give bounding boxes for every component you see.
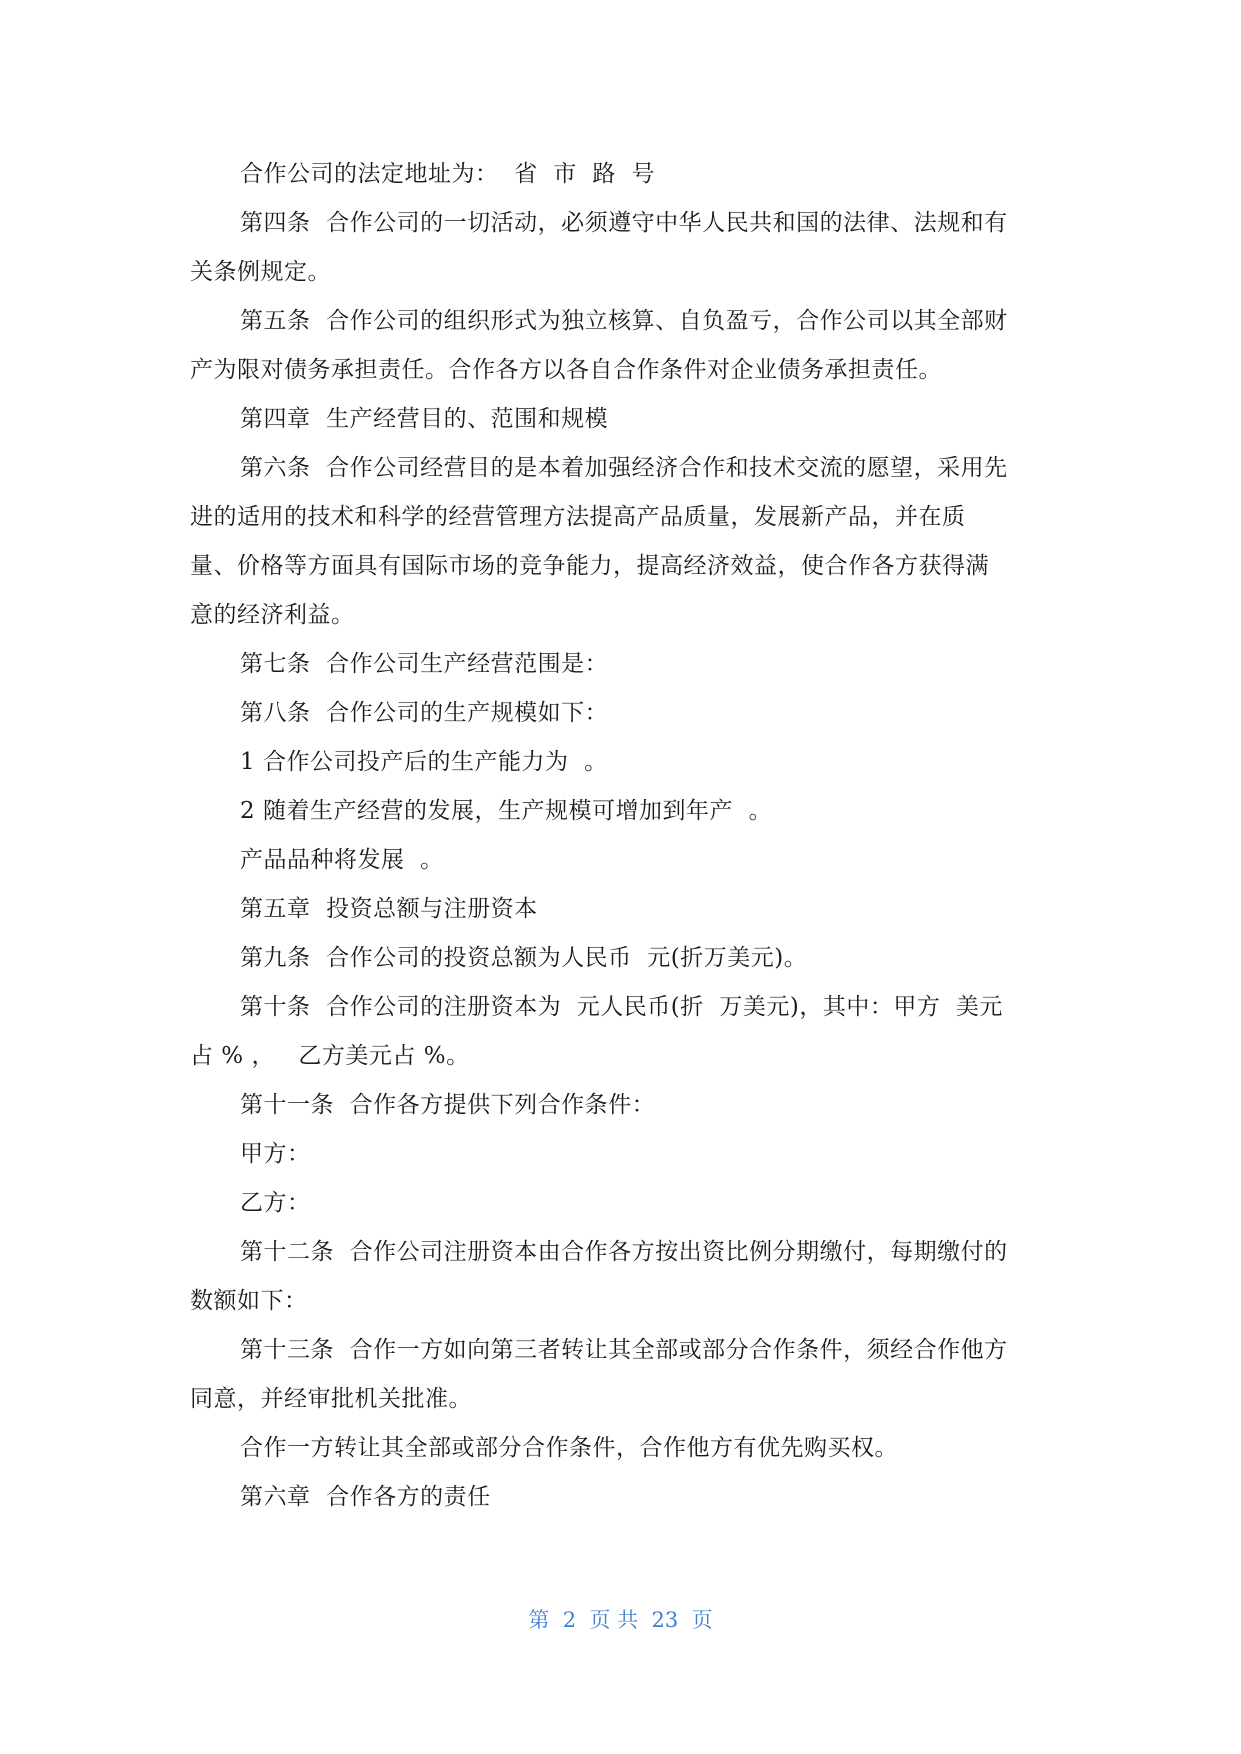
text-line: 第十二条 合作公司注册资本由合作各方按出资比例分期缴付，每期缴付的 — [240, 1239, 1008, 1265]
text-line: 第十一条 合作各方提供下列合作条件： — [240, 1092, 656, 1118]
text-line: 乙方： — [240, 1190, 311, 1216]
text-line: 产品品种将发展 。 — [240, 847, 444, 873]
page-number-footer: 第 2 页 共 23 页 — [528, 1608, 713, 1632]
text-line: 甲方： — [240, 1141, 311, 1167]
text-line: 第五条 合作公司的组织形式为独立核算、自负盈亏，合作公司以其全部财 — [240, 308, 1008, 334]
text-line: 合作一方转让其全部或部分合作条件，合作他方有优先购买权。 — [240, 1435, 898, 1461]
text-line: 数额如下： — [190, 1288, 308, 1314]
text-line: 进的适用的技术和科学的经营管理方法提高产品质量，发展新产品，并在质 — [190, 504, 966, 530]
document-body — [190, 150, 1060, 1522]
text-line: 第十三条 合作一方如向第三者转让其全部或部分合作条件，须经合作他方 — [240, 1337, 1008, 1363]
text-line: 第四条 合作公司的一切活动，必须遵守中华人民共和国的法律、法规和有 — [240, 210, 1008, 236]
text-line: 第十条 合作公司的注册资本为 元人民币(折 万美元)，其中：甲方 美元 — [240, 994, 1003, 1020]
text-line: 2 随着生产经营的发展，生产规模可增加到年产 。 — [240, 798, 773, 824]
text-line: 合作公司的法定地址为： 省 市 路 号 — [240, 161, 655, 187]
text-line: 量、价格等方面具有国际市场的竞争能力，提高经济效益，使合作各方获得满 — [190, 553, 989, 579]
text-line: 第六条 合作公司经营目的是本着加强经济合作和技术交流的愿望，采用先 — [240, 455, 1008, 481]
text-line: 第九条 合作公司的投资总额为人民币 元(折万美元)。 — [240, 945, 808, 971]
text-line: 占 % ， 乙方美元占 %。 — [190, 1043, 470, 1069]
text-line: 产为限对债务承担责任。合作各方以各自合作条件对企业债务承担责任。 — [190, 357, 942, 383]
text-line: 同意，并经审批机关批准。 — [190, 1386, 472, 1412]
text-line: 关条例规定。 — [190, 259, 331, 285]
chapter-heading: 第五章 投资总额与注册资本 — [240, 896, 538, 922]
text-line: 第七条 合作公司生产经营范围是： — [240, 651, 609, 677]
text-line: 1 合作公司投产后的生产能力为 。 — [240, 749, 608, 775]
text-line: 意的经济利益。 — [190, 602, 355, 628]
chapter-heading: 第四章 生产经营目的、范围和规模 — [240, 406, 609, 432]
text-line: 第八条 合作公司的生产规模如下： — [240, 700, 609, 726]
chapter-heading: 第六章 合作各方的责任 — [240, 1484, 491, 1510]
